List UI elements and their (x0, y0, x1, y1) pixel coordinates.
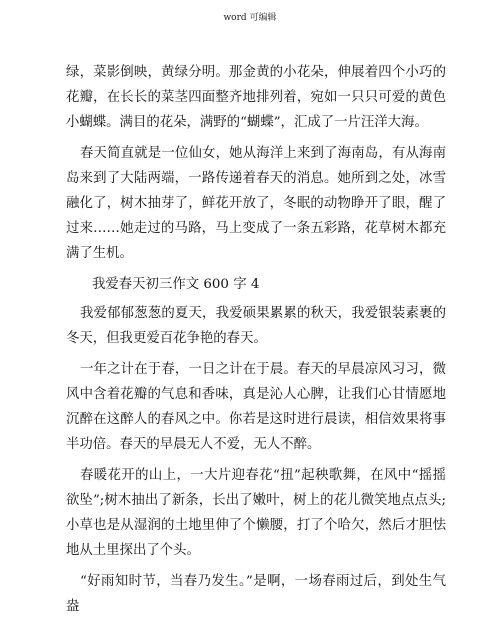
paragraph: 春暖花开的山上，一大片迎春花“扭”起秧歌舞，在风中“摇摇欲坠”;树木抽出了新条，长出了嫩叶，树上的花儿微笑地点点头;小草也是从湿润的土地里伸了个懒腰，打了个哈欠，然后才胆怯地从土里探出了个头。 (66, 468, 446, 558)
paragraph: 绿，菜影倒映，黄绿分明。那金黄的小花朵，伸展着四个小巧的花瓣，在长长的菜茎四面整齐地排列着，宛如一只只可爱的黄色小蝴蝶。满目的花朵，满野的“蝴蝶”，汇成了一片汪洋大海。 (66, 65, 446, 130)
page-header: word 可编辑 (223, 13, 277, 23)
paragraph: 一年之计在于春，一日之计在于晨。春天的早晨凉风习习，微风中含着花瓣的气息和香味，真是沁人心脾，让我们心甘情愿地沉醉在这醉人的春风之中。你若是这时进行晨读，相信效果将事半功倍。春天的早晨无人不爱，无人不醉。 (66, 362, 446, 452)
paragraph: 春天简直就是一位仙女，她从海洋上来到了海南岛，有从海南岛来到了大陆两端，一路传递着春天的消息。她所到之处，冰雪融化了，树木抽芽了，鲜花开放了，冬眠的动物睁开了眼，醒了过来……她走过的马路，马上变成了一条五彩路，花草树木都充满了生机。 (66, 146, 446, 261)
paragraph: “好雨知时节，当春乃发生。”是啊，一场春雨过后，到处生气盎 (66, 574, 446, 614)
section-title: 我爱春天初三作文 600 字 4 (92, 277, 260, 292)
document-body (66, 60, 446, 619)
paragraph: 我爱郁郁葱葱的夏天，我爱硕果累累的秋天，我爱银装素裹的冬天，但我更爱百花争艳的春天。 (66, 306, 446, 346)
